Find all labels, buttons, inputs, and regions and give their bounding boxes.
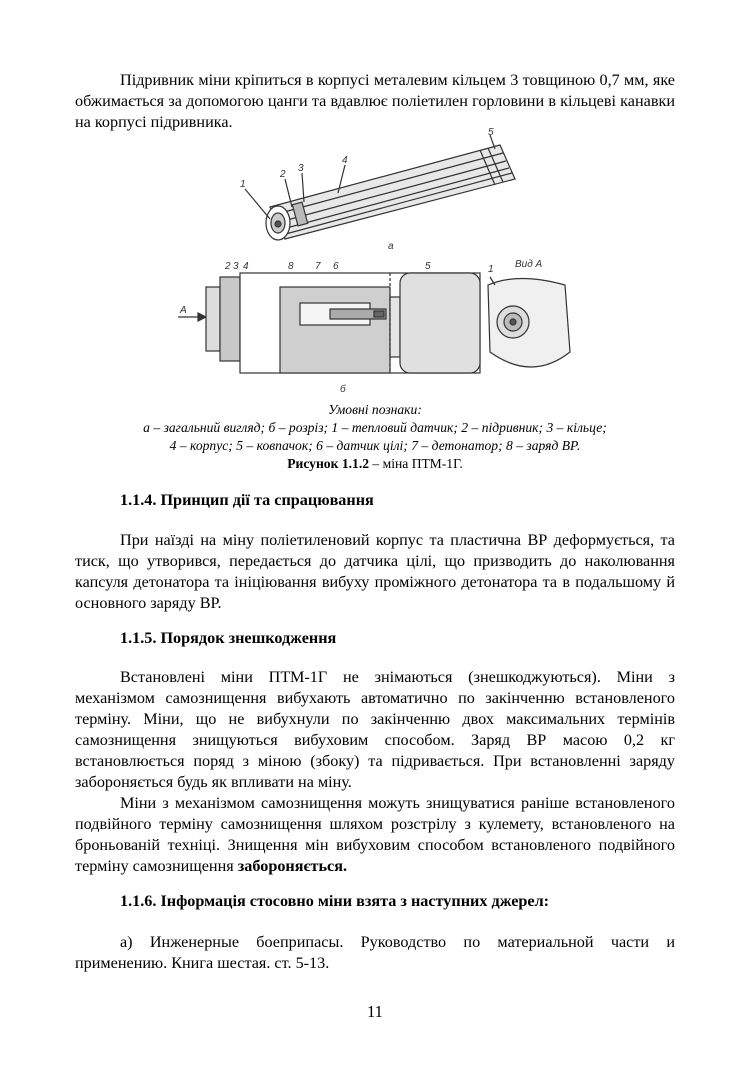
section-1-1-5-text-2: Міни з механізмом самознищення можуть знищуватися раніше встановленого подвійного терміну самознищення шляхом розстрілу з кулемету, встановленого на броньованій техніці. Знищення мін вибуховим способом встановленого подвійного терміну самознищення забороняється. <box>75 794 675 875</box>
label-4a: 4 <box>342 155 348 166</box>
figure-caption: Рисунок 1.1.2 – міна ПТМ-1Г. <box>287 456 463 471</box>
label-3b: 3 <box>233 261 239 272</box>
label-2a: 2 <box>280 169 286 180</box>
label-vid-a: Вид А <box>515 259 543 270</box>
general-view <box>245 135 515 240</box>
label-6b: 6 <box>333 261 339 272</box>
label-3a: 3 <box>298 163 304 174</box>
label-1a: 1 <box>240 179 246 190</box>
label-8b: 8 <box>288 261 294 272</box>
end-view <box>488 277 570 367</box>
label-4b: 4 <box>243 261 249 272</box>
label-view-b: б <box>340 384 346 395</box>
section-1-1-5-text-1: Встановлені міни ПТМ-1Г не знімаються (знешкоджуються). Міни з механізмом самознищення вибухають автоматично по закінченню встановленого терміну. Міни, що не вибухнули по закінченню двох максимальних термінів самознищення знищуються вибуховим способом. Заряд ВР масою 0,2 кг встановлюється поряд з міною (збоку) та підривається. При встановленні заряду забороняється будь як впливати на міну. <box>75 668 675 791</box>
label-2b: 2 <box>225 261 231 272</box>
legend-title: Умовні познаки: <box>328 402 422 417</box>
source-reference: а) Инженерные боеприпасы. Руководство по материальной части и применению. Книга шестая. ст. 5-13. <box>75 933 675 972</box>
label-7b: 7 <box>315 261 321 272</box>
heading-1-1-5: 1.1.5. Порядок знешкодження <box>120 629 337 647</box>
legend-line-2: 4 – корпус; 5 – ковпачок; 6 – датчик цілі; 7 – детонатор; 8 – заряд ВР. <box>169 438 581 453</box>
mine-illustration <box>170 127 580 399</box>
legend-line-1: а – загальний вигляд; б – розріз; 1 – тепловий датчик; 2 – підривник; 3 – кільце; <box>143 420 607 435</box>
label-5b: 5 <box>425 261 431 272</box>
label-view-a: а <box>388 241 394 252</box>
heading-1-1-6: 1.1.6. Інформація стосовно міни взята з наступних джерел: <box>120 892 550 910</box>
section-1-1-4-text: При наїзді на міну поліетиленовий корпус та пластична ВР деформується, та тиск, що утворився, передається до датчика цілі, що призводить до наколювання капсуля детонатора та ініціювання вибуху проміжного детонатора та в подальшому й основного заряду ВР. <box>75 531 675 612</box>
page-number: 11 <box>367 1002 383 1021</box>
section-view <box>178 273 480 373</box>
label-1b: 1 <box>488 264 494 275</box>
heading-1-1-4: 1.1.4. Принцип дії та спрацювання <box>120 491 374 509</box>
label-5a: 5 <box>488 127 494 138</box>
label-arrow-a: А <box>180 305 187 316</box>
intro-paragraph: Підривник міни кріпиться в корпусі металевим кільцем 3 товщиною 0,7 мм, яке обжимається за допомогою цанги та вдавлює поліетилен горловини в кільцеві канавки на корпусі підривника. <box>75 71 675 131</box>
